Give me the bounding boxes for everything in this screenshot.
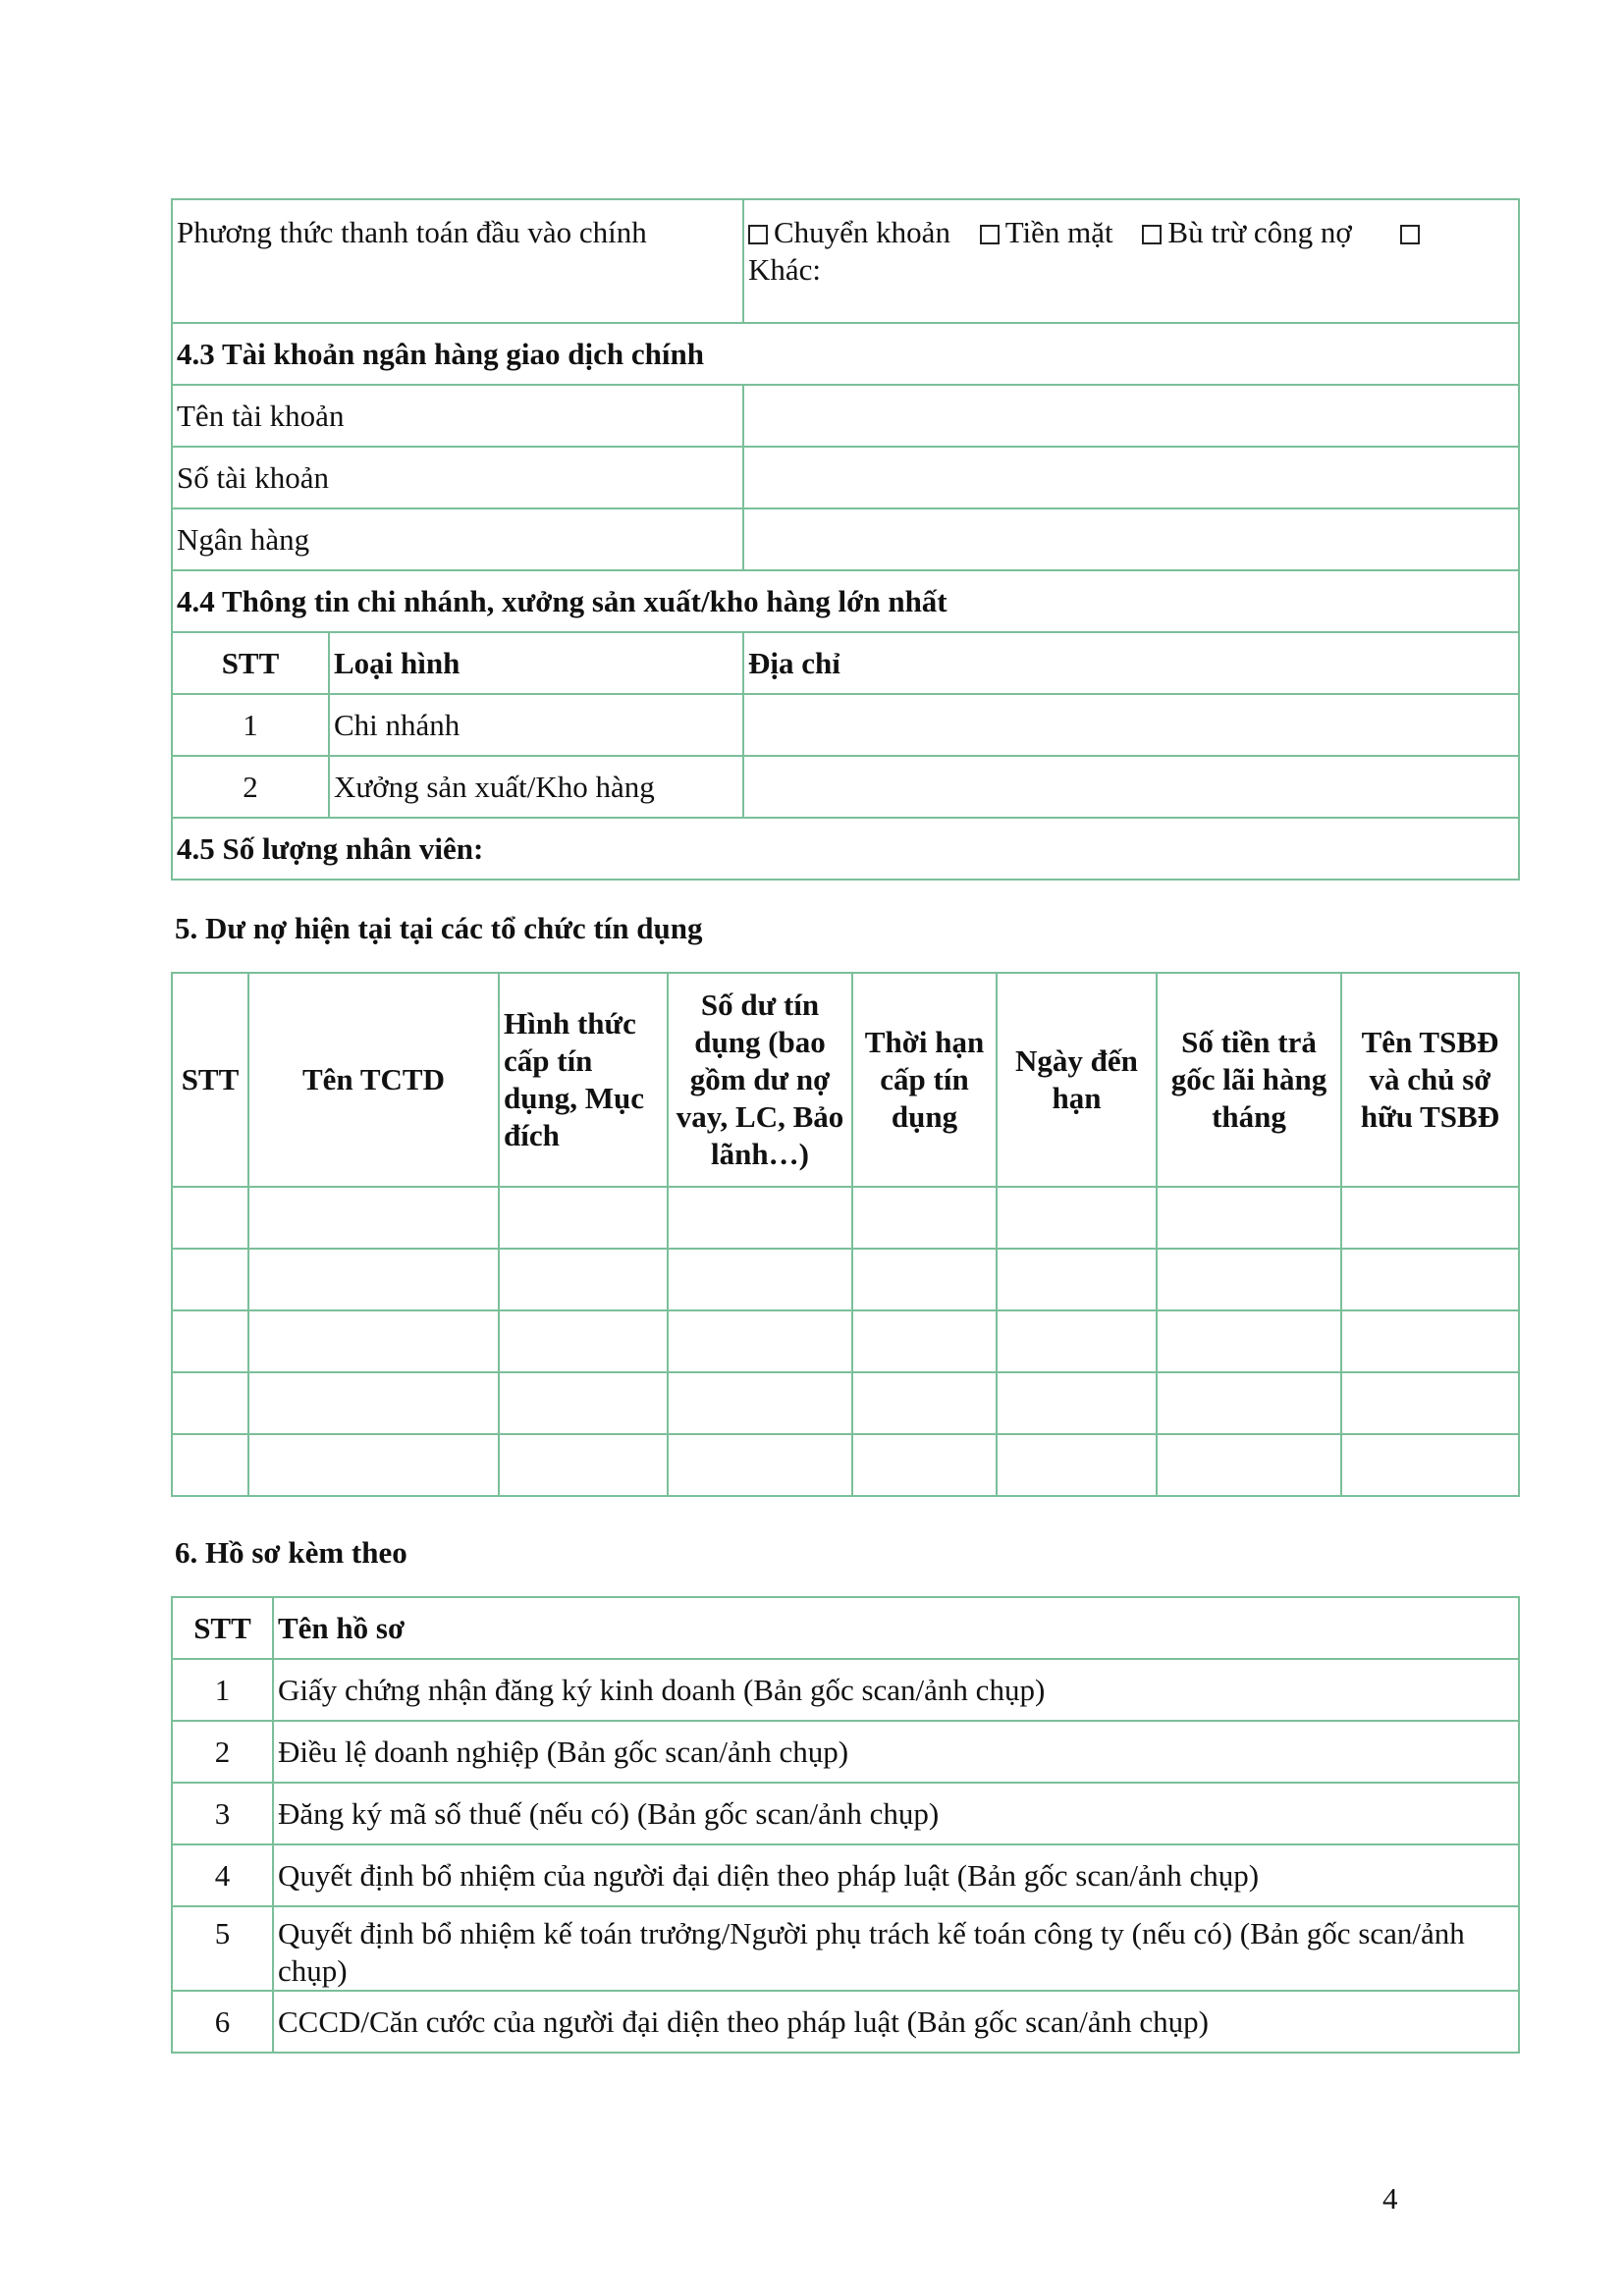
table-cell[interactable] xyxy=(997,1187,1157,1249)
bank-heading: 4.3 Tài khoản ngân hàng giao dịch chính xyxy=(172,323,1519,385)
table-cell[interactable] xyxy=(852,1310,997,1372)
table-row xyxy=(172,1783,1519,1844)
document-stt: 6 xyxy=(172,1991,273,2053)
table-cell[interactable] xyxy=(499,1434,668,1496)
table-row xyxy=(172,1659,1519,1721)
credit-col-due: Ngày đến hạn xyxy=(997,973,1157,1187)
table-cell[interactable] xyxy=(499,1249,668,1310)
credit-col-form: Hình thức cấp tín dụng, Mục đích xyxy=(499,973,668,1187)
table-row xyxy=(172,1310,1519,1372)
table-cell[interactable] xyxy=(1341,1372,1519,1434)
document-stt: 1 xyxy=(172,1659,273,1721)
bank-account-number-field[interactable] xyxy=(743,447,1519,508)
section5-heading: 5. Dư nợ hiện tại tại các tổ chức tín dụng xyxy=(175,911,703,945)
credit-col-payment: Số tiền trả gốc lãi hàng tháng xyxy=(1157,973,1341,1187)
table-row xyxy=(172,1991,1519,2053)
table-cell[interactable] xyxy=(248,1372,499,1434)
bank-account-name-field[interactable] xyxy=(743,385,1519,447)
section6-heading: 6. Hồ sơ kèm theo xyxy=(175,1535,407,1570)
table-cell[interactable] xyxy=(172,1187,248,1249)
credit-col-term: Thời hạn cấp tín dụng xyxy=(852,973,997,1187)
bank-name-label: Ngân hàng xyxy=(172,508,743,570)
payment-option-offset[interactable]: Bù trừ công nợ xyxy=(1142,215,1351,249)
credit-col-collateral: Tên TSBĐ và chủ sở hữu TSBĐ xyxy=(1341,973,1519,1187)
table-cell[interactable] xyxy=(172,1434,248,1496)
table-cell[interactable] xyxy=(172,1310,248,1372)
bank-row xyxy=(172,385,1519,447)
branch-stt: 1 xyxy=(172,694,329,756)
branch-address-field[interactable] xyxy=(743,756,1519,818)
checkbox-icon[interactable] xyxy=(1400,225,1420,244)
bank-heading-row xyxy=(172,323,1519,385)
table-row xyxy=(172,756,1519,818)
table-cell[interactable] xyxy=(499,1372,668,1434)
checkbox-icon[interactable] xyxy=(748,225,768,244)
branch-heading-row xyxy=(172,570,1519,632)
credit-col-name: Tên TCTD xyxy=(248,973,499,1187)
payment-method-label: Phương thức thanh toán đầu vào chính xyxy=(172,199,743,323)
table-row xyxy=(172,1187,1519,1249)
documents-col-stt: STT xyxy=(172,1597,273,1659)
staff-row xyxy=(172,818,1519,880)
table-cell[interactable] xyxy=(852,1372,997,1434)
document-stt: 5 xyxy=(172,1906,273,1991)
table-cell[interactable] xyxy=(248,1187,499,1249)
table-row xyxy=(172,1434,1519,1496)
branch-heading: 4.4 Thông tin chi nhánh, xưởng sản xuất/kho hàng lớn nhất xyxy=(172,570,1519,632)
payment-option-cash[interactable]: Tiền mặt xyxy=(980,215,1113,249)
document-name: Quyết định bổ nhiệm kế toán trưởng/Người phụ trách kế toán công ty (nếu có) (Bản gốc scan/ảnh chụp) xyxy=(273,1906,1519,1991)
table-cell[interactable] xyxy=(1157,1310,1341,1372)
table-cell[interactable] xyxy=(1157,1249,1341,1310)
table-cell[interactable] xyxy=(997,1434,1157,1496)
table-row xyxy=(172,1372,1519,1434)
table-cell[interactable] xyxy=(1341,1249,1519,1310)
table-cell[interactable] xyxy=(668,1249,852,1310)
table-cell[interactable] xyxy=(997,1310,1157,1372)
branch-col-type: Loại hình xyxy=(329,632,743,694)
bank-account-number-label: Số tài khoản xyxy=(172,447,743,508)
table-row xyxy=(172,1721,1519,1783)
documents-col-name: Tên hồ sơ xyxy=(273,1597,1519,1659)
table-cell[interactable] xyxy=(852,1434,997,1496)
table-cell[interactable] xyxy=(248,1310,499,1372)
branch-type: Xưởng sản xuất/Kho hàng xyxy=(329,756,743,818)
branch-header-row xyxy=(172,632,1519,694)
bank-row xyxy=(172,508,1519,570)
table-cell[interactable] xyxy=(852,1187,997,1249)
table-row xyxy=(172,694,1519,756)
documents-table xyxy=(171,1596,1520,2054)
table-cell[interactable] xyxy=(1157,1434,1341,1496)
credit-table xyxy=(171,972,1520,1497)
table-cell[interactable] xyxy=(1157,1187,1341,1249)
checkbox-icon[interactable] xyxy=(1142,225,1162,244)
payment-option-other[interactable] xyxy=(1400,215,1426,249)
table-cell[interactable] xyxy=(997,1249,1157,1310)
page-number: 4 xyxy=(1382,2181,1398,2216)
document-name: CCCD/Căn cước của người đại diện theo pháp luật (Bản gốc scan/ảnh chụp) xyxy=(273,1991,1519,2053)
table-row xyxy=(172,1249,1519,1310)
document-stt: 3 xyxy=(172,1783,273,1844)
table-cell[interactable] xyxy=(499,1310,668,1372)
table-cell[interactable] xyxy=(172,1249,248,1310)
credit-col-stt: STT xyxy=(172,973,248,1187)
branch-col-address: Địa chỉ xyxy=(743,632,1519,694)
payment-method-row xyxy=(172,199,1519,323)
table-cell[interactable] xyxy=(1341,1310,1519,1372)
table-cell[interactable] xyxy=(668,1372,852,1434)
table-cell[interactable] xyxy=(172,1372,248,1434)
table-cell[interactable] xyxy=(499,1187,668,1249)
documents-header-row xyxy=(172,1597,1519,1659)
company-info-table xyxy=(171,198,1520,881)
table-row xyxy=(172,1844,1519,1906)
table-cell[interactable] xyxy=(248,1434,499,1496)
bank-row xyxy=(172,447,1519,508)
table-cell[interactable] xyxy=(668,1434,852,1496)
table-cell[interactable] xyxy=(1157,1372,1341,1434)
document-name: Quyết định bổ nhiệm của người đại diện theo pháp luật (Bản gốc scan/ảnh chụp) xyxy=(273,1844,1519,1906)
bank-account-name-label: Tên tài khoản xyxy=(172,385,743,447)
payment-option-transfer[interactable]: Chuyển khoản xyxy=(748,215,950,249)
document-name: Giấy chứng nhận đăng ký kinh doanh (Bản gốc scan/ảnh chụp) xyxy=(273,1659,1519,1721)
bank-name-field[interactable] xyxy=(743,508,1519,570)
staff-heading[interactable]: 4.5 Số lượng nhân viên: xyxy=(172,818,1519,880)
branch-type: Chi nhánh xyxy=(329,694,743,756)
table-cell[interactable] xyxy=(668,1187,852,1249)
table-cell[interactable] xyxy=(248,1249,499,1310)
credit-col-balance: Số dư tín dụng (bao gồm dư nợ vay, LC, Bảo lãnh…) xyxy=(668,973,852,1187)
branch-col-stt: STT xyxy=(172,632,329,694)
payment-other-label: Khác: xyxy=(748,251,822,287)
branch-stt: 2 xyxy=(172,756,329,818)
document-name: Điều lệ doanh nghiệp (Bản gốc scan/ảnh chụp) xyxy=(273,1721,1519,1783)
document-stt: 2 xyxy=(172,1721,273,1783)
document-stt: 4 xyxy=(172,1844,273,1906)
credit-header-row xyxy=(172,973,1519,1187)
payment-method-options xyxy=(743,199,1519,323)
table-cell[interactable] xyxy=(852,1249,997,1310)
table-cell[interactable] xyxy=(1341,1434,1519,1496)
checkbox-icon[interactable] xyxy=(980,225,1000,244)
table-cell[interactable] xyxy=(997,1372,1157,1434)
table-row xyxy=(172,1906,1519,1991)
document-name: Đăng ký mã số thuế (nếu có) (Bản gốc scan/ảnh chụp) xyxy=(273,1783,1519,1844)
table-cell[interactable] xyxy=(1341,1187,1519,1249)
table-cell[interactable] xyxy=(668,1310,852,1372)
branch-address-field[interactable] xyxy=(743,694,1519,756)
